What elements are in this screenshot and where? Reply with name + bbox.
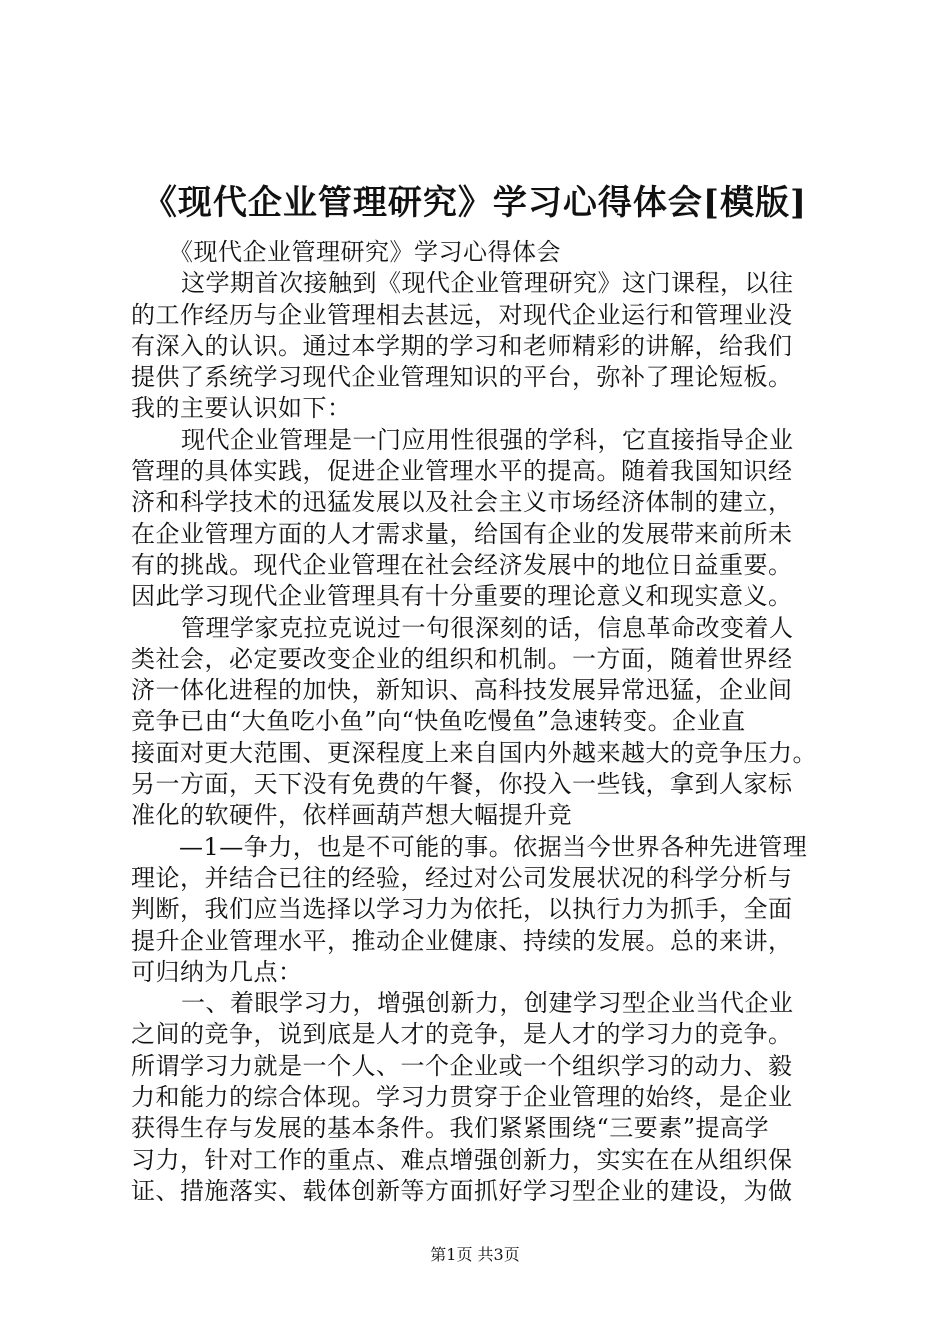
paragraph-line: 力和能力的综合体现。学习力贯穿于企业管理的始终，是企业	[131, 1083, 793, 1112]
document-title: 《现代企业管理研究》学习心得体会[模版]	[142, 183, 808, 223]
paragraph-line: 证、措施落实、载体创新等方面抓好学习型企业的建设，为做	[131, 1176, 793, 1205]
paragraph-line: 提升企业管理水平，推动企业健康、持续的发展。总的来讲，	[131, 926, 793, 955]
paragraph-line: 接面对更大范围、更深程度上来自国内外越来越大的竞争压力。	[131, 738, 817, 767]
paragraph-line: 准化的软硬件，依样画葫芦想大幅提升竞	[131, 801, 572, 830]
paragraph-line: 管理学家克拉克说过一句很深刻的话，信息革命改变着人	[181, 613, 794, 642]
paragraph-line: 类社会，必定要改变企业的组织和机制。一方面，随着世界经	[131, 644, 793, 673]
paragraph-line: 这学期首次接触到《现代企业管理研究》这门课程，以往	[181, 269, 794, 298]
paragraph-line: 一、着眼学习力，增强创新力，创建学习型企业当代企业	[181, 989, 794, 1018]
paragraph-line: 之间的竞争，说到底是人才的竞争，是人才的学习力的竞争。	[131, 1020, 793, 1049]
paragraph-line: —1—争力，也是不可能的事。依据当今世界各种先进管理	[179, 832, 808, 861]
paragraph-line: 在企业管理方面的人才需求量，给国有企业的发展带来前所未	[131, 519, 793, 548]
paragraph-line: 的工作经历与企业管理相去甚远，对现代企业运行和管理业没	[131, 300, 793, 329]
page-footer: 第1页 共3页	[430, 1245, 520, 1264]
paragraph-line: 另一方面，天下没有免费的午餐，你投入一些钱，拿到人家标	[131, 770, 793, 799]
paragraph-line: 获得生存与发展的基本条件。我们紧紧围绕“三要素”提高学	[131, 1114, 770, 1143]
paragraph-line: 我的主要认识如下：	[131, 394, 352, 423]
paragraph-line: 习力，针对工作的重点、难点增强创新力，实实在在从组织保	[131, 1145, 793, 1174]
paragraph-line: 有的挑战。现代企业管理在社会经济发展中的地位日益重要。	[131, 550, 793, 579]
paragraph-line: 判断，我们应当选择以学习力为依托，以执行力为抓手，全面	[131, 895, 793, 924]
paragraph-line: 济一体化进程的加快，新知识、高科技发展异常迅猛，企业间	[131, 676, 793, 705]
paragraph-line: 济和科学技术的迅猛发展以及社会主义市场经济体制的建立，	[131, 488, 793, 517]
document-body	[131, 237, 851, 1207]
paragraph-line: 因此学习现代企业管理具有十分重要的理论意义和现实意义。	[131, 582, 793, 611]
paragraph-line: 有深入的认识。通过本学期的学习和老师精彩的讲解，给我们	[131, 331, 793, 360]
paragraph-line: 现代企业管理是一门应用性很强的学科，它直接指导企业	[181, 425, 794, 454]
paragraph-line: 理论，并结合已往的经验，经过对公司发展状况的科学分析与	[131, 863, 793, 892]
subtitle-line: 《现代企业管理研究》学习心得体会	[169, 238, 561, 266]
paragraph-line: 所谓学习力就是一个人、一个企业或一个组织学习的动力、毅	[131, 1051, 793, 1080]
paragraph-line: 竞争已由“大鱼吃小鱼”向“快鱼吃慢鱼”急速转变。企业直	[131, 707, 746, 736]
paragraph-line: 管理的具体实践，促进企业管理水平的提高。随着我国知识经	[131, 457, 793, 486]
paragraph-line: 提供了系统学习现代企业管理知识的平台，弥补了理论短板。	[131, 363, 793, 392]
paragraph-line: 可归纳为几点：	[131, 957, 303, 986]
